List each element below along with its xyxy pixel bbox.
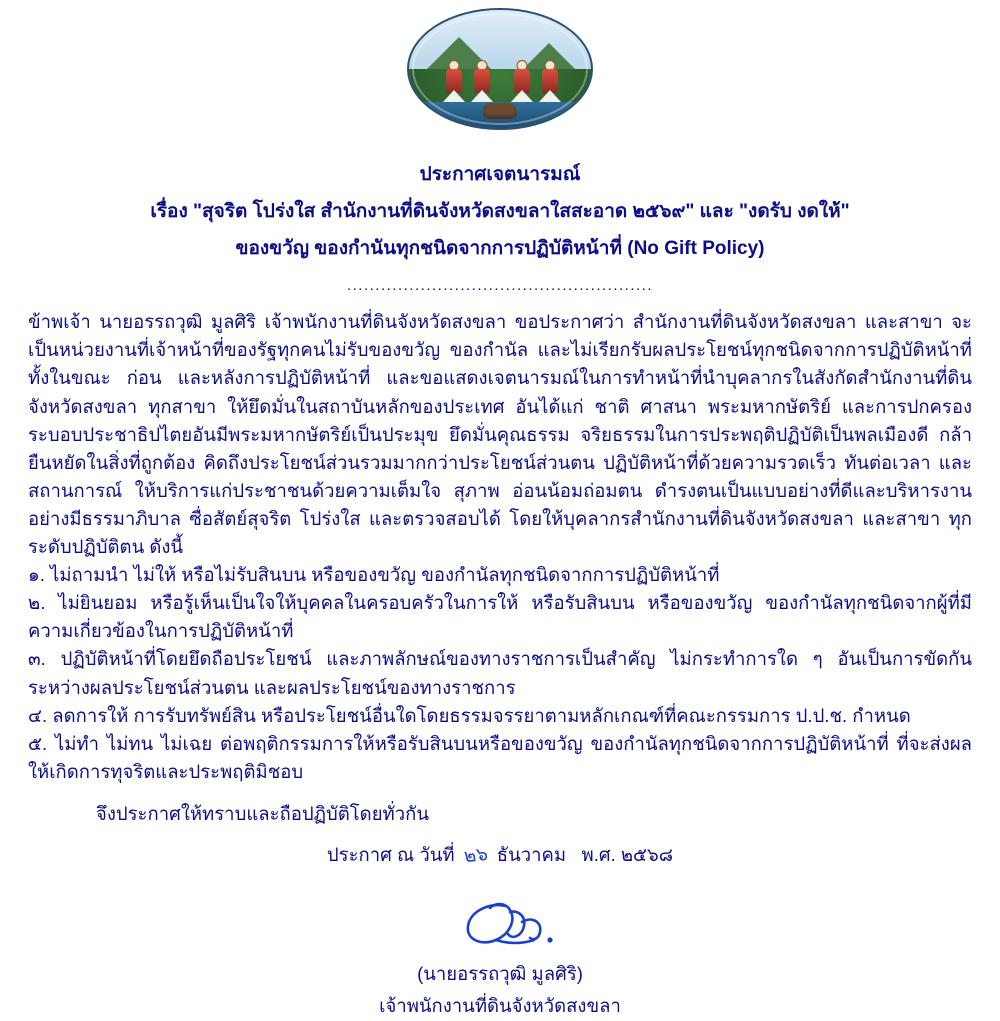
body-item-4: ๔. ลดการให้ การรับทรัพย์สิน หรือประโยชน์อื่นใดโดยธรรมจรรยาตามหลักเกณฑ์ที่คณะกรรมการ ป.ป.ช. กำหนด <box>28 704 911 726</box>
document-body <box>28 308 972 786</box>
emblem-container <box>28 0 972 130</box>
signatory-name: (นายอรรถวุฒิ มูลศิริ) <box>417 963 583 985</box>
body-item-2: ๒. ไม่ยินยอม หรือรู้เห็นเป็นใจให้บุคคลในครอบครัวในการให้ หรือรับสินบน หรือของขวัญ ของกำนัลทุกชนิดจากผู้ที่มีความเกี่ยวข้องในการปฏิบัติหน้าที่ <box>28 592 972 642</box>
date-prefix: ประกาศ ณ วันที่ <box>326 844 455 866</box>
signatory-position: เจ้าพนักงานที่ดินจังหวัดสงขลา <box>379 995 621 1017</box>
seal-figure-3 <box>511 60 533 102</box>
seal-figure-1 <box>443 60 465 102</box>
heading-divider: ...................................................... <box>346 277 654 295</box>
subject-line-continued: ของขวัญ ของกำนันทุกชนิดจากการปฏิบัติหน้าที่ (No Gift Policy) <box>235 237 765 259</box>
body-item-1: ๑. ไม่ถามนำ ไม่ให้ หรือไม่รับสินบน หรือของขวัญ ของกำนัลทุกชนิดจากการปฏิบัติหน้าที่ <box>28 564 720 586</box>
body-item-5: ๕. ไม่ทำ ไม่ทน ไม่เฉย ต่อพฤติกรรมการให้หรือรับสินบนหรือของขวัญ ของกำนัลทุกชนิดจากการปฏิบัติหน้าที่ ที่จะส่งผลให้เกิดการทุจริตและประพฤติมิชอบ <box>28 732 972 782</box>
date-year-prefix: พ.ศ. <box>581 844 616 866</box>
seal-figure-4 <box>539 60 561 102</box>
signature-block <box>28 896 972 1017</box>
handwritten-signature-icon <box>410 896 590 958</box>
closing-statement: จึงประกาศให้ทราบและถือปฏิบัติโดยทั่วกัน <box>96 803 429 825</box>
page-title: ประกาศเจตนารมณ์ <box>419 164 581 185</box>
date-line <box>28 841 972 870</box>
subject-line: เรื่อง "สุจริต โปร่งใส สำนักงานที่ดินจังหวัดสงขลาใสสะอาด ๒๕๖๙" และ "งดรับ งดให้" <box>150 201 850 223</box>
signature-dot <box>547 937 552 942</box>
document-heading <box>28 160 972 264</box>
body-paragraph-1: ข้าพเจ้า นายอรรถวุฒิ มูลศิริ เจ้าพนักงานที่ดินจังหวัดสงขลา ขอประกาศว่า สำนักงานที่ดินจังหวัดสงขลา และสาขา จะเป็นหน่วยงานที่เจ้าหน้าที่ของรัฐทุกคนไม่รับของขวัญ ของกำนัล และไม่เรียกรับผลประโยชน์ทุกชนิดจากการปฏิบัติหน้าที่ ทั้งในขณะ ก่อน และหลังการปฏิบัติหน้าที่ และขอแสดงเจตนารมณ์ในการทำหน้าที่นำบุคลากรในสังกัดสำนักงานที่ดินจังหวัดสงขลา ทุกสาขา ให้ยึดมั่นในสถาบันหลักของประเทศ อันได้แก่ ชาติ ศาสนา พระมหากษัตริย์ และการปกครองระบอบประชาธิปไตยอันมีพระมหากษัตริย์เป็นประมุข ยึดมั่นคุณธรรม จริยธรรมในการประพฤติปฏิบัติเป็นพลเมืองดี กล้ายืนหยัดในสิ่งที่ถูกต้อง คิดถึงประโยชน์ส่วนรวมมากกว่าประโยชน์ส่วนตน ปฏิบัติหน้าที่ด้วยความรวดเร็ว ทันต่อเวลา และสถานการณ์ ให้บริการแก่ประชาชนด้วยความเต็มใจ สุภาพ อ่อนน้อมถ่อมตน ดำรงตนเป็นแบบอย่างที่ดีและบริหารงานอย่างมีธรรมาภิบาล ซื่อสัตย์สุจริต โปร่งใส และตรวจสอบได้ โดยให้บุคลากรสำนักงานที่ดินจังหวัดสงขลา และสาขา ทุกระดับปฏิบัติตน ดังนี้ <box>28 311 972 558</box>
seal-buffalo-icon <box>483 103 517 119</box>
date-year: ๒๕๖๘ <box>620 844 674 866</box>
date-day-handwritten: ๒๖ <box>462 843 489 868</box>
date-month: ธันวาคม <box>496 844 567 866</box>
seal-figure-2 <box>471 60 493 102</box>
body-item-3: ๓. ปฏิบัติหน้าที่โดยยึดถือประโยชน์ และภาพลักษณ์ของทางราชการเป็นสำคัญ ไม่กระทำการใด ๆ อันเป็นการขัดกันระหว่างผลประโยชน์ส่วนตน และผลประโยชน์ของทางราชการ <box>28 648 972 698</box>
songkhla-provincial-seal-icon <box>407 8 593 130</box>
